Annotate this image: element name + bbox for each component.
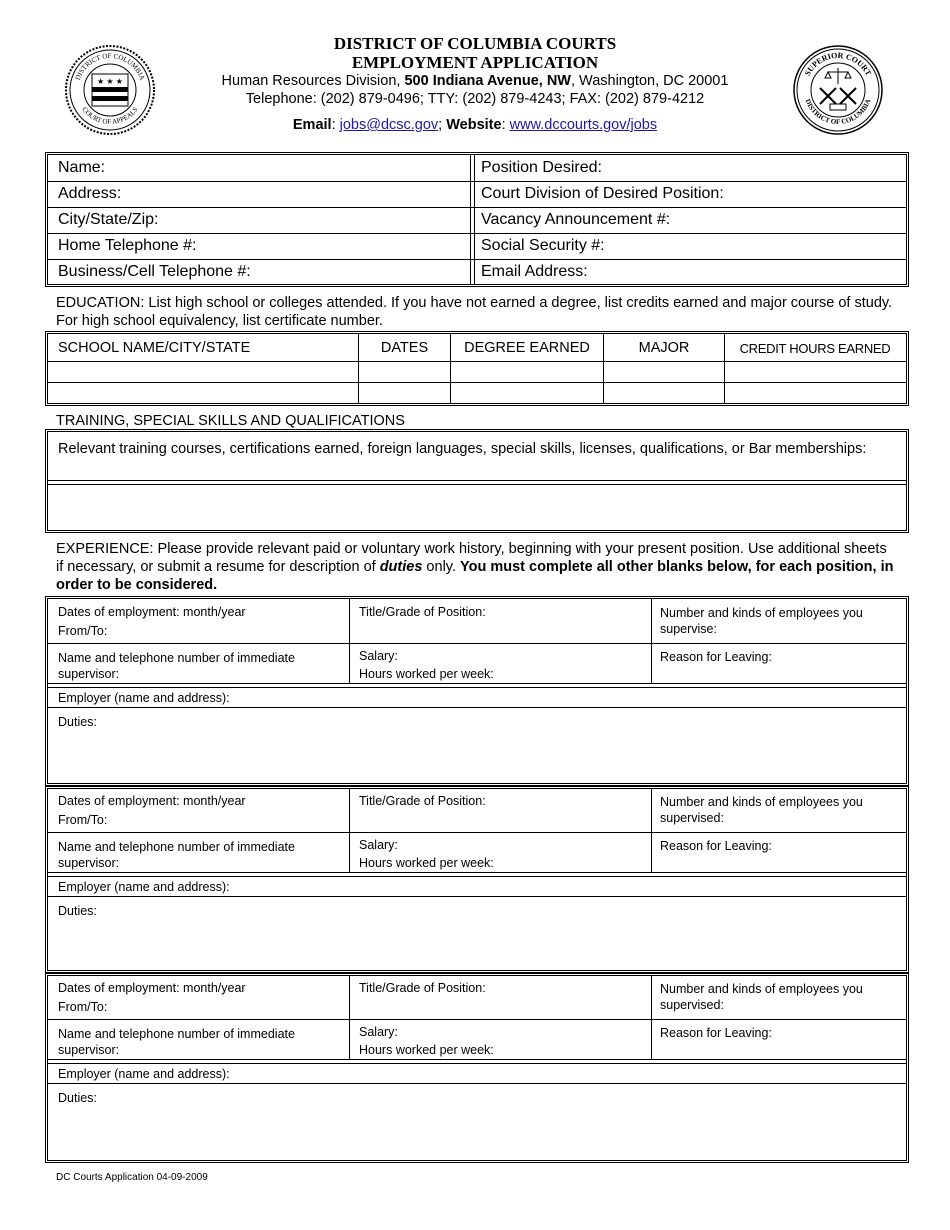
training-box [45, 429, 909, 533]
business-cell-telephone-field[interactable]: Business/Cell Telephone #: [58, 263, 251, 280]
superior-court-seal [792, 44, 884, 136]
employer-field[interactable]: Employer (name and address): [58, 1067, 230, 1081]
svg-text:DISTRICT OF COLUMBIA: DISTRICT OF COLUMBIA [803, 97, 873, 127]
home-telephone-field[interactable]: Home Telephone #: [58, 237, 197, 254]
dates-of-employment-field[interactable]: Dates of employment: month/year From/To: [58, 605, 246, 638]
form-title: EMPLOYMENT APPLICATION [351, 53, 599, 72]
employees-supervised-field[interactable]: Number and kinds of employees you supervise: [660, 606, 863, 636]
reason-for-leaving-field[interactable]: Reason for Leaving: [660, 650, 772, 664]
education-instructions: EDUCATION: List high school or colleges attended. If you have not earned a degree, list credits earned and major course of study. For high school equivalency, list certificate number. [56, 295, 893, 329]
address-field[interactable]: Address: [58, 185, 122, 202]
dates-of-employment-field[interactable]: Dates of employment: month/year From/To: [58, 981, 246, 1014]
phone-numbers: Telephone: (202) 879-0496; TTY: (202) 879-4243; FAX: (202) 879-4212 [245, 91, 705, 107]
salary-hours-field[interactable]: Salary: Hours worked per week: [359, 838, 494, 870]
reason-for-leaving-field[interactable]: Reason for Leaving: [660, 1026, 772, 1040]
col-major: MAJOR [638, 340, 690, 356]
employees-supervised-field[interactable]: Number and kinds of employees you supervised: [660, 982, 863, 1012]
experience-block-3 [45, 973, 909, 1163]
position-desired-field[interactable]: Position Desired: [481, 159, 602, 176]
svg-text:SUPERIOR COURT: SUPERIOR COURT [802, 50, 874, 78]
training-prompt: Relevant training courses, certifications earned, foreign languages, special skills, licenses, qualifications, or Bar memberships: [58, 441, 867, 457]
col-dates: DATES [380, 340, 429, 356]
duties-field[interactable]: Duties: [58, 715, 97, 729]
email-link[interactable]: jobs@dcsc.gov [339, 117, 439, 133]
dates-of-employment-field[interactable]: Dates of employment: month/year From/To: [58, 794, 246, 827]
supervisor-field[interactable]: Name and telephone number of immediate supervisor: [58, 1027, 295, 1057]
col-school-name: SCHOOL NAME/CITY/STATE [58, 340, 251, 356]
experience-instructions: EXPERIENCE: Please provide relevant paid or voluntary work history, beginning with your present position. Use additional sheets if necessary, or submit a resume for description of duties only. You must complete all other blanks below, for each position, in order to be considered. [56, 541, 894, 593]
title-grade-field[interactable]: Title/Grade of Position: [359, 794, 486, 808]
duties-field[interactable]: Duties: [58, 1091, 97, 1105]
title-grade-field[interactable]: Title/Grade of Position: [359, 981, 486, 995]
website-link[interactable]: www.dccourts.gov/jobs [509, 117, 658, 133]
city-state-zip-field[interactable]: City/State/Zip: [58, 211, 159, 228]
education-row-2[interactable] [48, 383, 906, 403]
title-grade-field[interactable]: Title/Grade of Position: [359, 605, 486, 619]
contact-line: Email: jobs@dcsc.gov; Website: www.dccourts.gov/jobs [292, 117, 658, 133]
education-table [45, 331, 909, 406]
svg-text:DISTRICT OF COLUMBIA: DISTRICT OF COLUMBIA [73, 51, 147, 82]
letterhead [180, 34, 770, 134]
court-name: DISTRICT OF COLUMBIA COURTS [333, 34, 617, 53]
social-security-field[interactable]: Social Security #: [481, 237, 605, 254]
col-credit-hours: CREDIT HOURS EARNED [739, 341, 891, 356]
svg-text:★ ★ ★: ★ ★ ★ [97, 77, 123, 86]
name-field[interactable]: Name: [58, 159, 106, 176]
division-address: Human Resources Division, 500 Indiana Avenue, NW, Washington, DC 20001 [221, 73, 729, 89]
personal-info-table [45, 152, 909, 287]
reason-for-leaving-field[interactable]: Reason for Leaving: [660, 839, 772, 853]
email-address-field[interactable]: Email Address: [481, 263, 588, 280]
salary-hours-field[interactable]: Salary: Hours worked per week: [359, 649, 494, 681]
court-of-appeals-seal [64, 44, 156, 136]
col-degree-earned: DEGREE EARNED [464, 340, 590, 356]
court-division-field[interactable]: Court Division of Desired Position: [481, 185, 724, 202]
experience-block-2 [45, 786, 909, 973]
employer-field[interactable]: Employer (name and address): [58, 880, 230, 894]
salary-hours-field[interactable]: Salary: Hours worked per week: [359, 1025, 494, 1057]
employees-supervised-field[interactable]: Number and kinds of employees you supervised: [660, 795, 863, 825]
supervisor-field[interactable]: Name and telephone number of immediate supervisor: [58, 840, 295, 870]
vacancy-announcement-field[interactable]: Vacancy Announcement #: [481, 211, 671, 228]
employer-field[interactable]: Employer (name and address): [58, 691, 230, 705]
training-input-area[interactable] [48, 484, 906, 530]
education-row-1[interactable] [48, 362, 906, 382]
duties-field[interactable]: Duties: [58, 904, 97, 918]
experience-block-1 [45, 596, 909, 786]
svg-text:COURT OF APPEALS: COURT OF APPEALS [80, 105, 140, 127]
form-version-footer: DC Courts Application 04-09-2009 [56, 1172, 208, 1183]
training-heading: TRAINING, SPECIAL SKILLS AND QUALIFICATIONS [56, 413, 405, 429]
supervisor-field[interactable]: Name and telephone number of immediate supervisor: [58, 651, 295, 681]
